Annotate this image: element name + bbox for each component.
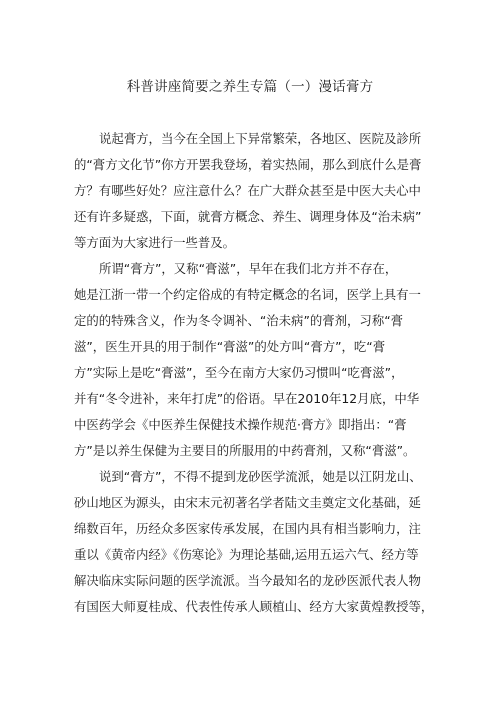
paragraph-line: 定的的特殊含义，作为冬令调补、“治未病”的膏剂，习称“膏 [74, 313, 404, 328]
paragraph-line: 砂山地区为源头，由宋末元初著名学者陆文圭奠定文化基础，延 [74, 495, 421, 510]
paragraph-line: 等方面为大家进行一些普及。 [74, 235, 236, 250]
paragraph-line: 她是江浙一带一个约定俗成的有特定概念的名词，医学上具有一 [74, 287, 421, 302]
document-body [74, 126, 434, 620]
paragraph-line: 方”实际上是吃“膏滋”，至今在南方大家仍习惯叫“吃膏滋”， [74, 365, 404, 380]
paragraph-line: 说起膏方，当今在全国上下异常繁荣，各地区、医院及診所 [99, 131, 422, 146]
paragraph-line: 绵数百年，历经众多医家传承发展，在国内具有相当影响力，注 [74, 521, 421, 536]
paragraph-line: 滋”，医生开具的用于制作“膏滋”的处方叫“膏方”，吃“膏 [74, 339, 386, 354]
paragraph-line: 方”是以养生保健为主要目的所服用的中药膏剂，又称“膏滋”。 [74, 443, 416, 458]
paragraph-line: 的“膏方文化节”你方开罢我登场，着实热闹，那么到底什么是膏 [74, 157, 422, 172]
paragraph-line: 并有“冬令进补，来年打虎”的俗语。早在2010年12月底，中华 [74, 391, 420, 406]
paragraph-line: 方？有哪些好处？应注意什么？在广大群众甚至是中医大夫心中 [74, 183, 421, 198]
document-title: 科普讲座简要之养生专篇（一）漫话膏方 [126, 79, 374, 95]
paragraph-line: 有国医大师夏桂成、代表性传承人顾植山、经方大家黄煌教授等， [74, 599, 434, 614]
paragraph-line: 中医药学会《中医养生保健技术操作规范·膏方》即指出：“膏 [74, 417, 407, 432]
paragraph-line: 所谓“膏方”，又称“膏滋”，早年在我们北方并不存在， [99, 261, 398, 276]
paragraph-line: 还有许多疑惑，下面，就膏方概念、养生、调理身体及“治未病” [74, 209, 422, 224]
paragraph-line: 说到“膏方”，不得不提到龙砂医学流派，她是以江阴龙山、 [99, 469, 422, 484]
paragraph-line: 解决临床实际问题的医学流派。当今最知名的龙砂医派代表人物 [74, 573, 421, 588]
paragraph-line: 重以《黄帝内经》《伤寒论》为理论基础,运用五运六气、经方等 [74, 547, 419, 562]
